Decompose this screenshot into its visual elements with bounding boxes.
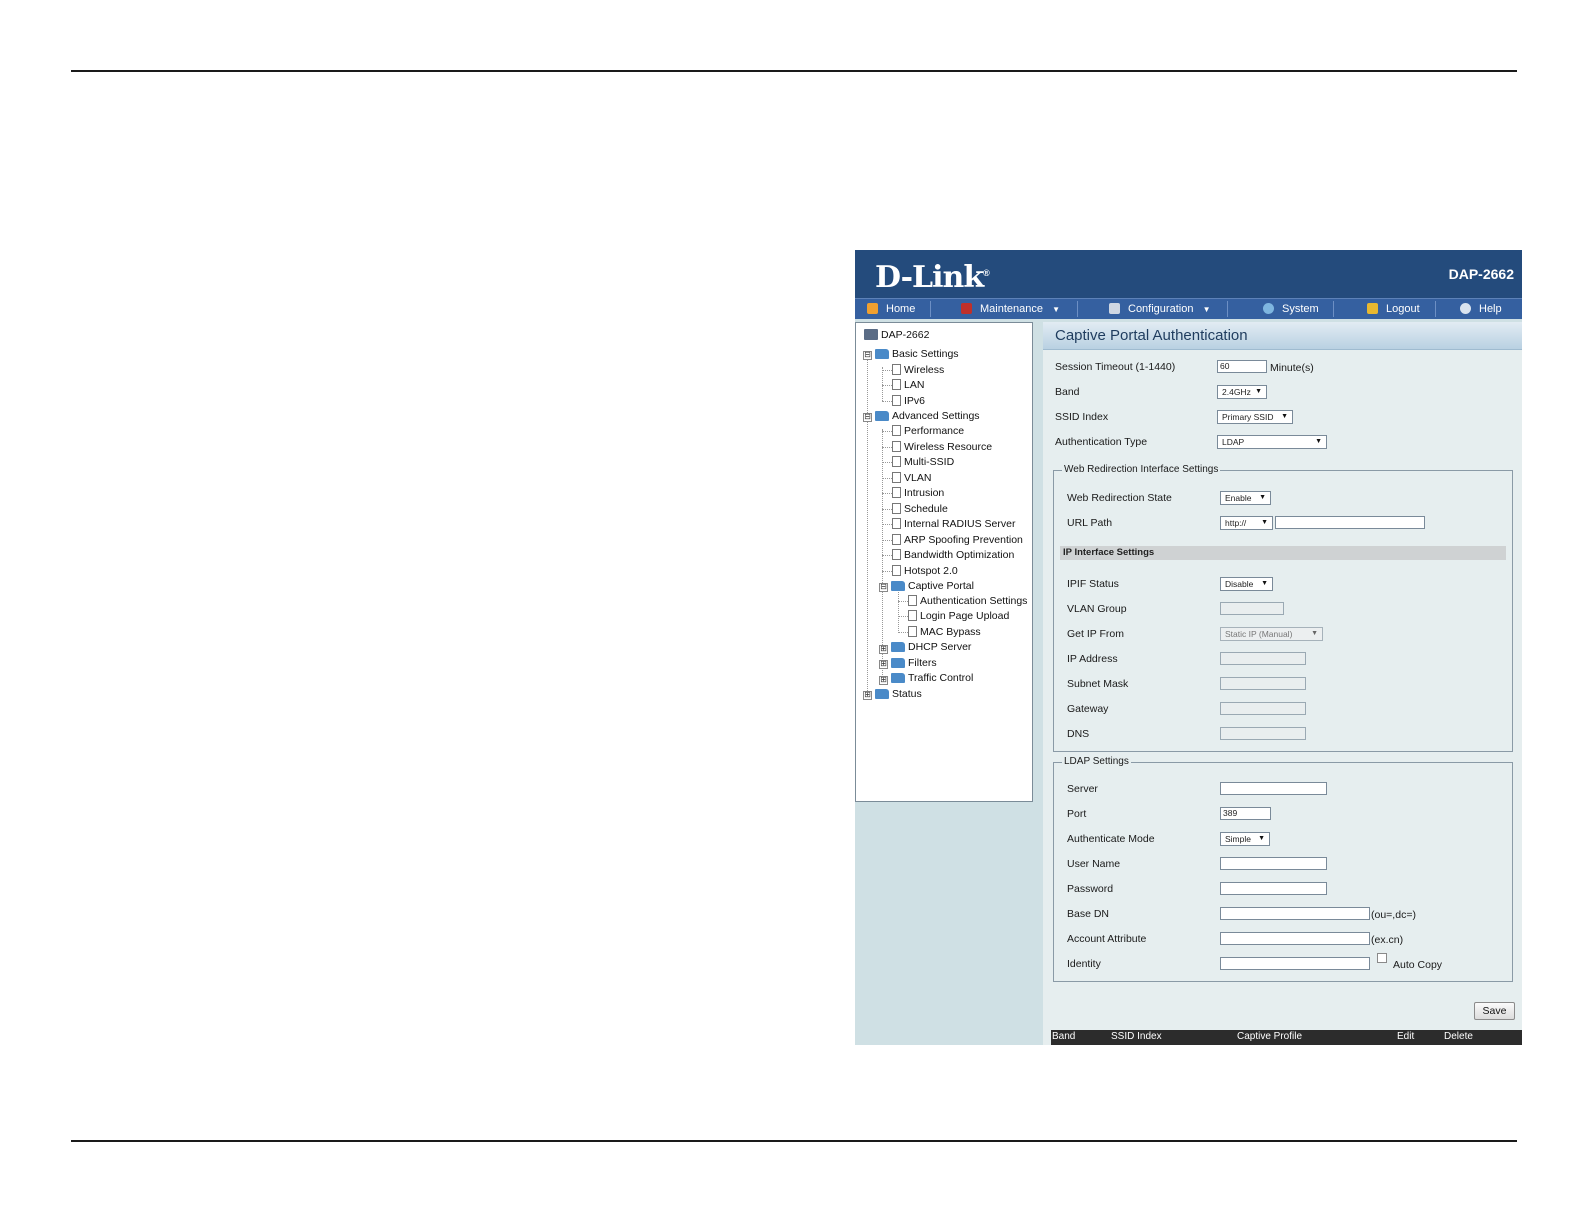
tree-item-hotspot[interactable] — [892, 565, 958, 578]
page-icon — [892, 503, 901, 514]
collapse-toggle[interactable]: ⊟ — [864, 350, 871, 359]
authenticate-mode-select[interactable] — [1220, 832, 1270, 846]
page-icon — [892, 395, 901, 406]
captive-profile-table-header — [1051, 1030, 1522, 1045]
ip-address-input — [1220, 652, 1306, 665]
nav-configuration[interactable] — [1109, 299, 1211, 319]
column-header-band: Band — [1052, 1031, 1076, 1042]
expand-toggle[interactable]: ⊞ — [880, 659, 887, 668]
session-timeout-input[interactable]: 60 — [1217, 360, 1267, 373]
ipif-status-label: IPIF Status — [1067, 578, 1119, 590]
ldap-port-input[interactable]: 389 — [1220, 807, 1271, 820]
ip-address-label: IP Address — [1067, 653, 1118, 665]
tree-connector — [882, 493, 892, 494]
web-redirection-state-select[interactable] — [1220, 491, 1271, 505]
chevron-down-icon: ▼ — [1259, 494, 1266, 501]
subnet-mask-label: Subnet Mask — [1067, 678, 1129, 690]
page-icon — [892, 364, 901, 375]
tree-connector — [882, 462, 892, 463]
tree-basic-settings[interactable] — [875, 348, 959, 361]
nav-home[interactable] — [867, 299, 915, 319]
nav-logout[interactable] — [1367, 299, 1420, 319]
page-icon — [892, 534, 901, 545]
tree-connector — [882, 524, 892, 525]
tree-captive-portal[interactable] — [891, 580, 974, 593]
tree-item-performance-label: Performance — [904, 425, 965, 437]
column-header-captive-profile: Captive Profile — [1237, 1031, 1303, 1042]
tree-item-ipv6[interactable] — [892, 395, 925, 408]
tree-item-hotspot-label: Hotspot 2.0 — [904, 565, 958, 577]
computer-icon — [864, 329, 878, 340]
home-icon — [867, 303, 878, 314]
nav-maintenance[interactable] — [961, 299, 1060, 319]
tree-item-authentication-settings[interactable] — [908, 595, 1027, 608]
tree-connector — [867, 353, 868, 693]
base-dn-hint: (ou=,dc=) — [1371, 909, 1416, 921]
sidebar-tree — [855, 322, 1033, 802]
tree-item-mac-bypass[interactable] — [908, 626, 981, 639]
page-icon — [892, 549, 901, 560]
get-ip-from-select — [1220, 627, 1323, 641]
dns-input — [1220, 727, 1306, 740]
tree-item-internal-radius-label: Internal RADIUS Server — [904, 518, 1016, 530]
nav-separator — [1227, 301, 1228, 317]
tree-captive-portal-label: Captive Portal — [908, 580, 974, 592]
chevron-down-icon: ▼ — [1052, 305, 1061, 314]
vlan-group-input — [1220, 602, 1284, 615]
tree-item-vlan-label: VLAN — [904, 472, 932, 484]
page-icon — [892, 379, 901, 390]
tree-connector — [882, 555, 892, 556]
url-path-label: URL Path — [1067, 517, 1113, 529]
band-select-value: 2.4GHz — [1222, 387, 1251, 397]
folder-icon — [891, 673, 905, 683]
authenticate-mode-label: Authenticate Mode — [1067, 833, 1155, 845]
top-rule — [71, 70, 1517, 72]
authentication-type-select[interactable] — [1217, 435, 1327, 449]
chevron-down-icon: ▼ — [1202, 305, 1211, 314]
tree-root-label: DAP-2662 — [881, 329, 930, 341]
page-icon — [892, 487, 901, 498]
auto-copy-label: Auto Copy — [1393, 959, 1443, 971]
base-dn-input[interactable] — [1220, 907, 1370, 920]
nav-separator — [1333, 301, 1334, 317]
nav-separator — [1435, 301, 1436, 317]
ip-interface-header — [1060, 546, 1506, 560]
nav-home-label: Home — [886, 303, 916, 315]
base-dn-label: Base DN — [1067, 908, 1110, 920]
expand-toggle[interactable]: ⊞ — [864, 690, 871, 699]
page-title-bar — [1043, 322, 1522, 350]
subnet-mask-input — [1220, 677, 1306, 690]
device-web-ui-screenshot — [855, 250, 1522, 1045]
password-input[interactable] — [1220, 882, 1327, 895]
url-scheme-select[interactable] — [1220, 516, 1273, 530]
save-button[interactable]: Save — [1474, 1002, 1515, 1020]
tree-connector — [882, 429, 883, 677]
chevron-down-icon: ▼ — [1261, 519, 1268, 526]
tree-item-performance[interactable] — [892, 425, 964, 438]
tools-icon — [961, 303, 972, 314]
folder-open-icon — [891, 581, 905, 591]
web-redirection-state-value: Enable — [1225, 493, 1252, 503]
tree-item-wireless-label: Wireless — [904, 364, 945, 376]
column-header-ssid-index: SSID Index — [1111, 1031, 1162, 1042]
identity-label: Identity — [1067, 958, 1101, 970]
help-icon — [1460, 303, 1471, 314]
tree-item-intrusion-label: Intrusion — [904, 487, 945, 499]
tree-advanced-settings-label: Advanced Settings — [892, 410, 980, 422]
folder-icon — [875, 689, 889, 699]
tree-traffic-control-label: Traffic Control — [908, 672, 974, 684]
tree-item-ipv6-label: IPv6 — [904, 395, 926, 407]
account-attribute-hint: (ex.cn) — [1371, 934, 1404, 946]
tree-item-multi-ssid[interactable] — [892, 456, 954, 469]
account-attribute-input[interactable] — [1220, 932, 1370, 945]
tree-item-lan-label: LAN — [904, 379, 925, 391]
column-header-edit: Edit — [1397, 1031, 1415, 1042]
nav-maintenance-label: Maintenance — [980, 303, 1043, 315]
page-title: Captive Portal Authentication — [1055, 327, 1248, 344]
ip-interface-header-label: IP Interface Settings — [1063, 547, 1155, 558]
chevron-down-icon: ▼ — [1281, 413, 1288, 420]
column-header-delete: Delete — [1444, 1031, 1473, 1042]
tree-connector — [898, 601, 908, 602]
tree-status-label: Status — [892, 688, 922, 700]
tree-item-internal-radius[interactable] — [892, 518, 1015, 531]
band-label: Band — [1055, 386, 1080, 398]
folder-icon — [891, 642, 905, 652]
tree-connector — [882, 509, 892, 510]
get-ip-from-label: Get IP From — [1067, 628, 1124, 640]
tree-connector — [882, 385, 892, 386]
tree-item-arp-spoofing-label: ARP Spoofing Prevention — [904, 534, 1023, 546]
registered-mark: ® — [983, 268, 989, 278]
gateway-label: Gateway — [1067, 703, 1109, 715]
password-label: Password — [1067, 883, 1114, 895]
page-icon — [908, 626, 917, 637]
tree-filters[interactable] — [891, 657, 937, 670]
tree-dhcp-server[interactable] — [891, 641, 971, 654]
chevron-down-icon: ▼ — [1258, 835, 1265, 842]
save-disk-icon — [1109, 303, 1120, 314]
tree-item-login-page-upload-label: Login Page Upload — [920, 610, 1010, 622]
dlink-logo — [875, 260, 989, 295]
page-icon — [892, 425, 901, 436]
tree-connector — [898, 632, 908, 633]
tree-filters-label: Filters — [908, 657, 937, 669]
ipif-status-select[interactable] — [1220, 577, 1273, 591]
web-redirection-state-label: Web Redirection State — [1067, 492, 1172, 504]
ldap-port-label: Port — [1067, 808, 1087, 820]
chevron-down-icon: ▼ — [1261, 580, 1268, 587]
tree-item-schedule-label: Schedule — [904, 503, 948, 515]
tree-item-bandwidth-optimization[interactable] — [892, 549, 1014, 562]
dns-label: DNS — [1067, 728, 1090, 740]
ipif-status-value: Disable — [1225, 579, 1254, 589]
page-icon — [892, 472, 901, 483]
folder-open-icon — [875, 349, 889, 359]
tree-item-login-page-upload[interactable] — [908, 610, 1009, 623]
user-name-label: User Name — [1067, 858, 1121, 870]
logout-icon — [1367, 303, 1378, 314]
chevron-down-icon: ▼ — [1255, 388, 1262, 395]
top-nav-bar — [855, 298, 1522, 319]
tree-item-wireless-resource-label: Wireless Resource — [904, 441, 993, 453]
url-path-input[interactable] — [1275, 516, 1425, 529]
chevron-down-icon: ▼ — [1315, 438, 1322, 445]
page-icon — [892, 456, 901, 467]
tree-item-authentication-settings-label: Authentication Settings — [920, 595, 1028, 607]
tree-connector — [882, 367, 883, 401]
tree-item-bandwidth-optimization-label: Bandwidth Optimization — [904, 549, 1015, 561]
page-icon — [908, 595, 917, 606]
folder-open-icon — [875, 411, 889, 421]
ldap-server-input[interactable] — [1220, 782, 1327, 795]
nav-help-label: Help — [1479, 303, 1502, 315]
authenticate-mode-value: Simple — [1225, 834, 1251, 844]
session-timeout-label: Session Timeout (1-1440) — [1055, 361, 1176, 373]
tree-traffic-control[interactable] — [891, 672, 973, 685]
tree-item-multi-ssid-label: Multi-SSID — [904, 456, 955, 468]
session-timeout-unit: Minute(s) — [1270, 362, 1314, 374]
ssid-index-label: SSID Index — [1055, 411, 1109, 423]
page-icon — [908, 610, 917, 621]
page-icon — [892, 518, 901, 529]
nav-logout-label: Logout — [1386, 303, 1420, 315]
tree-connector — [882, 401, 892, 402]
tree-item-lan[interactable] — [892, 379, 924, 392]
authentication-type-label: Authentication Type — [1055, 436, 1148, 448]
tree-root[interactable] — [864, 329, 929, 342]
account-attribute-label: Account Attribute — [1067, 933, 1147, 945]
ssid-index-select-value: Primary SSID — [1222, 412, 1274, 422]
gateway-input — [1220, 702, 1306, 715]
nav-configuration-label: Configuration — [1128, 303, 1194, 315]
url-scheme-value: http:// — [1225, 518, 1247, 528]
expand-toggle[interactable]: ⊞ — [880, 644, 887, 653]
authentication-type-select-value: LDAP — [1222, 437, 1245, 447]
user-name-input[interactable] — [1220, 857, 1327, 870]
tree-basic-settings-label: Basic Settings — [892, 348, 959, 360]
tree-connector — [882, 447, 892, 448]
tree-item-schedule[interactable] — [892, 503, 948, 516]
model-name: DAP-2662 — [1448, 266, 1514, 282]
main-panel — [1043, 322, 1522, 1045]
identity-input[interactable] — [1220, 957, 1370, 970]
tree-connector — [882, 540, 892, 541]
nav-system[interactable] — [1263, 299, 1319, 319]
system-icon — [1263, 303, 1274, 314]
nav-separator — [930, 301, 931, 317]
collapse-toggle[interactable]: ⊟ — [880, 582, 887, 591]
nav-help[interactable] — [1460, 299, 1502, 319]
tree-status[interactable] — [875, 688, 922, 701]
chevron-down-icon: ▼ — [1311, 630, 1318, 637]
auto-copy-checkbox[interactable] — [1377, 953, 1387, 963]
page-icon — [892, 565, 901, 576]
tree-dhcp-server-label: DHCP Server — [908, 641, 972, 653]
web-redirection-legend: Web Redirection Interface Settings — [1064, 464, 1219, 475]
band-select[interactable] — [1217, 385, 1267, 399]
tree-connector — [882, 478, 892, 479]
bottom-rule — [71, 1140, 1517, 1142]
logo-text: D-Link — [875, 260, 984, 295]
tree-item-vlan[interactable] — [892, 472, 931, 485]
ldap-fieldset — [1053, 756, 1513, 982]
tree-item-arp-spoofing[interactable] — [892, 534, 1023, 547]
tree-advanced-settings[interactable] — [875, 410, 980, 423]
page-icon — [892, 441, 901, 452]
nav-separator — [1077, 301, 1078, 317]
tree-connector — [882, 571, 892, 572]
tree-connector — [882, 431, 892, 432]
tree-item-wireless-resource[interactable] — [892, 441, 992, 454]
ssid-index-select[interactable] — [1217, 410, 1293, 424]
vlan-group-label: VLAN Group — [1067, 603, 1127, 615]
tree-item-wireless[interactable] — [892, 364, 944, 377]
nav-system-label: System — [1282, 303, 1319, 315]
tree-connector — [882, 370, 892, 371]
ldap-server-label: Server — [1067, 783, 1098, 795]
collapse-toggle[interactable]: ⊟ — [864, 412, 871, 421]
get-ip-from-value: Static IP (Manual) — [1225, 629, 1293, 639]
tree-connector — [898, 616, 908, 617]
ldap-legend: LDAP Settings — [1064, 756, 1129, 767]
expand-toggle[interactable]: ⊞ — [880, 675, 887, 684]
tree-item-intrusion[interactable] — [892, 487, 944, 500]
header-banner — [855, 250, 1522, 298]
folder-icon — [891, 658, 905, 668]
tree-item-mac-bypass-label: MAC Bypass — [920, 626, 981, 638]
